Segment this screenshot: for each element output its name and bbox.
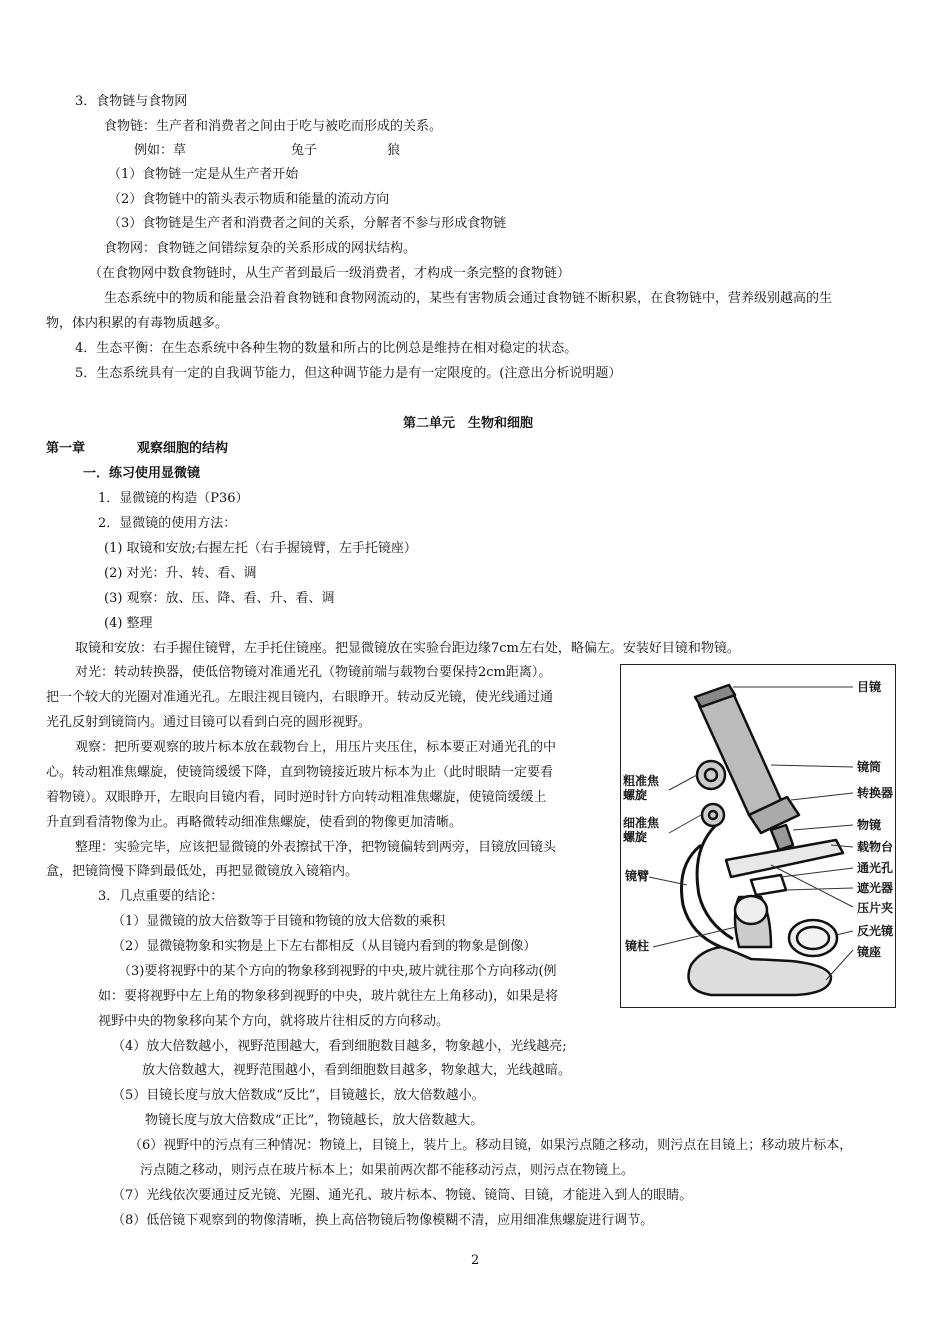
text-line: 着物镜）。双眼睁开，左眼向目镜内看，同时逆时针方向转动粗准焦螺旋，使镜筒缓缓上	[46, 790, 547, 805]
text-line: 污点随之移动，则污点在玻片标本上；如果前两次都不能移动污点，则污点在物镜上。	[140, 1163, 635, 1178]
label-fine-focus: 螺旋	[623, 830, 648, 844]
text-line: 狼	[387, 143, 401, 158]
text-line: 视野中央的物象移向某个方向，就将玻片往相反的方向移动。	[98, 1014, 450, 1029]
text-line: 升直到看清物像为止。再略微转动细准焦螺旋，使看到的物像更加清晰。	[46, 815, 463, 830]
text-line: 4．生态平衡：在生态系统中各种生物的数量和所占的比例总是维持在相对稳定的状态。	[75, 341, 578, 356]
microscope-figure	[620, 664, 896, 1008]
microscope-drawing	[621, 665, 897, 1009]
heading-food-chain: 3．食物链与食物网	[75, 94, 188, 109]
label-stage: 载物台	[857, 840, 894, 854]
text-line: 兔子	[291, 143, 318, 158]
text-line: 心。转动粗准焦螺旋，使镜筒缓缓下降，直到物镜接近玻片标本为止（此时眼睛一定要看	[46, 765, 554, 780]
text-line: （7）光线依次要通过反光镜、光圈、通光孔、玻片标本、物镜、镜筒、目镜，才能进入到人的眼睛。	[112, 1188, 693, 1203]
label-tube: 镜筒	[857, 760, 882, 774]
label-coarse-focus: 螺旋	[623, 788, 648, 802]
text-line: 盒，把镜筒慢下降到最低处，再把显微镜放入镜箱内。	[46, 864, 359, 879]
section-title: 一．练习使用显微镜	[83, 466, 201, 481]
text-line: （2）显微镜物象和实物是上下左右都相反（从目镜内看到的物象是倒像）	[112, 939, 537, 954]
text-line: （3）食物链是生产者和消费者之间的关系，分解者不参与形成食物链	[108, 216, 507, 231]
text-line: （1）显微镜的放大倍数等于目镜和物镜的放大倍数的乘积	[112, 914, 446, 929]
label-diaphragm: 遮光器	[857, 881, 894, 895]
label-converter: 转换器	[857, 786, 894, 800]
label-coarse-focus: 粗准焦	[623, 774, 660, 788]
text-line: 食物网：食物链之间错综复杂的关系形成的网状结构。	[104, 241, 417, 256]
text-line: 观察：把所要观察的玻片标本放在载物台上，用压片夹压住，标本要正对通光孔的中	[75, 740, 557, 755]
text-line: （在食物网中数食物链时，从生产者到最后一级消费者，才构成一条完整的食物链）	[89, 266, 571, 281]
text-line: 3．几点重要的结论：	[98, 889, 224, 904]
text-line: 放大倍数越大，视野范围越小，看到细胞数目越多，物象越大，光线越暗。	[142, 1063, 572, 1078]
text-line: 物镜长度与放大倍数成“正比”，物镜越长，放大倍数越大。	[145, 1113, 484, 1128]
chapter-label: 第一章	[46, 441, 86, 456]
text-line: （3)要将视野中的某个方向的物象移到视野的中央,玻片就往那个方向移动(例	[118, 964, 557, 979]
label-clip: 压片夹	[857, 901, 894, 915]
unit-title: 第二单元 生物和细胞	[403, 416, 534, 431]
label-fine-focus: 细准焦	[623, 816, 660, 830]
text-line: 物，体内积累的有毒物质越多。	[46, 316, 229, 331]
page-number: 2	[471, 1253, 480, 1268]
label-pillar: 镜柱	[625, 939, 650, 953]
text-line: （4）放大倍数越小，视野范围越大，看到细胞数目越多，物象越小，光线越亮;	[112, 1039, 567, 1054]
label-arm: 镜臂	[625, 869, 650, 883]
text-line: (3) 观察：放、压、降、看、升、看、调	[104, 591, 335, 606]
text-line: 对光：转动转换器，使低倍物镜对准通光孔（物镜前端与载物台要保持2cm距离）。	[75, 665, 552, 680]
text-line: （1）食物链一定是从生产者开始	[108, 167, 299, 182]
text-line: 2．显微镜的使用方法：	[98, 516, 237, 531]
text-line: 光孔反射到镜筒内。通过目镜可以看到白亮的圆形视野。	[46, 715, 372, 730]
text-line: （5）目镜长度与放大倍数成“反比”，目镜越长，放大倍数越小。	[112, 1088, 485, 1103]
text-line: 例如：草	[134, 143, 187, 158]
text-line: 取镜和安放：右手握住镜臂，左手托住镜座。把显微镜放在实验台距边缘7cm左右处，略偏左。安装好目镜和物镜。	[75, 641, 740, 656]
text-line: （2）食物链中的箭头表示物质和能量的流动方向	[108, 192, 390, 207]
text-line: （8）低倍镜下观察到的物像清晰，换上高倍物镜后物像模糊不清，应用细准焦螺旋进行调节。	[112, 1213, 654, 1228]
label-objective: 物镜	[857, 818, 882, 832]
label-aperture: 通光孔	[857, 861, 894, 875]
text-line: 把一个较大的光圈对准通光孔。左眼注视目镜内，右眼睁开。转动反光镜，使光线通过通	[46, 690, 554, 705]
text-line: 整理：实验完毕，应该把显微镜的外表擦拭干净，把物镜偏转到两旁，目镜放回镜头	[75, 840, 557, 855]
chapter-title: 观察细胞的结构	[137, 441, 229, 456]
label-base: 镜座	[857, 945, 882, 959]
text-line: 生态系统中的物质和能量会沿着食物链和食物网流动的，某些有害物质会通过食物链不断积累，在食物链中，营养级别越高的生	[104, 291, 833, 306]
text-line: 1．显微镜的构造（P36）	[98, 491, 249, 506]
text-line: (1) 取镜和安放;右握左托（右手握镜臂，左手托镜座）	[104, 541, 417, 556]
text-line: （6）视野中的污点有三种情况：物镜上，目镜上，装片上。移动目镜，如果污点随之移动，则污点在目镜上；移动玻片标本，	[129, 1138, 853, 1153]
text-line: 如：要将视野中左上角的物象移到视野的中央，玻片就往左上角移动)，如果是将	[98, 989, 559, 1004]
text-line: (4) 整理	[104, 616, 153, 631]
text-line: 食物链：生产者和消费者之间由于吃与被吃而形成的关系。	[104, 119, 443, 134]
text-line: (2) 对光：升、转、看、调	[104, 566, 257, 581]
label-mirror: 反光镜	[857, 924, 894, 938]
text-line: 5．生态系统具有一定的自我调节能力，但这种调节能力是有一定限度的。(注意出分析说明题）	[75, 366, 622, 381]
label-eyepiece: 目镜	[857, 680, 882, 694]
